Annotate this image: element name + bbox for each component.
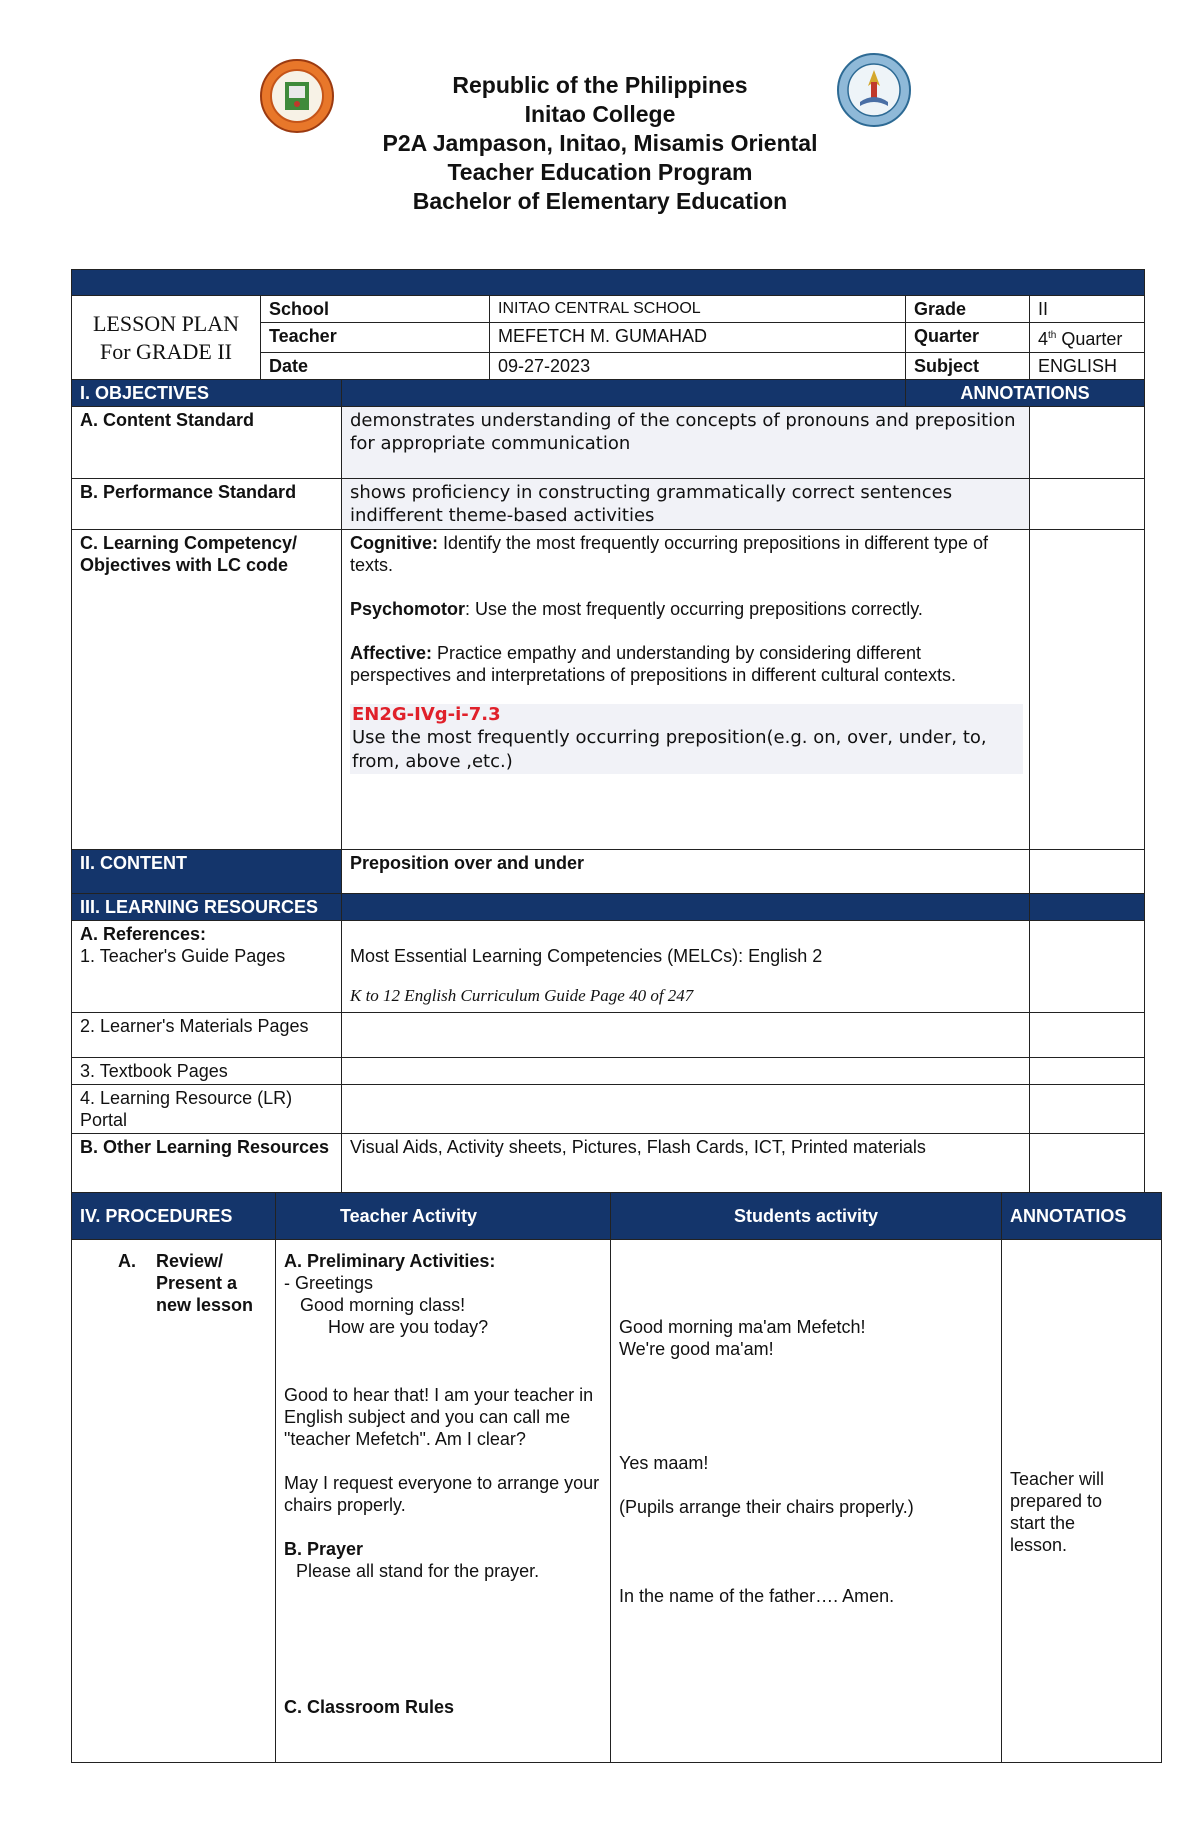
teacher-activity-cell	[276, 1240, 611, 1763]
objectives-heading-blank	[342, 380, 906, 407]
performance-standard-annotation	[1030, 479, 1145, 530]
learners-materials-value	[342, 1013, 1030, 1058]
students-activity-heading: Students activity	[611, 1193, 1002, 1240]
student-prayer: In the name of the father…. Amen.	[619, 1586, 895, 1606]
quarter-label: Quarter	[906, 323, 1030, 353]
content-heading: II. CONTENT	[72, 850, 342, 894]
content-standard-value: demonstrates understanding of the concepts of pronouns and preposition for appropriate communication	[342, 407, 1030, 479]
affective-text: Practice empathy and understanding by considering different perspectives and interpretations of prepositions in different cultural contexts.	[350, 643, 957, 685]
lc-code: EN2G-IVg-i-7.3	[352, 704, 501, 725]
lesson-plan-table	[71, 269, 1145, 1204]
lc-code-block	[350, 704, 1023, 774]
good-morning-class: Good morning class!	[300, 1295, 466, 1315]
student-arrange-chairs: (Pupils arrange their chairs properly.)	[619, 1497, 914, 1517]
cognitive-label: Cognitive:	[350, 533, 438, 553]
learning-competency-value	[342, 530, 1030, 850]
textbook-value	[342, 1058, 1030, 1085]
psychomotor-objective	[350, 598, 1021, 620]
header-college: Initao College	[524, 101, 676, 127]
school-value: INITAO CENTRAL SCHOOL	[490, 296, 906, 323]
quarter-number: 4	[1038, 329, 1049, 349]
learning-competency-label: C. Learning Competency/ Objectives with LC code	[72, 530, 342, 850]
quarter-value	[1030, 323, 1145, 353]
lr-portal-value	[342, 1085, 1030, 1134]
grade-label: Grade	[906, 296, 1030, 323]
psychomotor-label: Psychomotor	[350, 599, 466, 619]
good-to-hear: Good to hear that! I am your teacher in English subject and you can call me "teacher Mefetch". Am I clear?	[284, 1385, 594, 1449]
other-resources-value: Visual Aids, Activity sheets, Pictures, Flash Cards, ICT, Printed materials	[342, 1134, 1030, 1204]
top-navy-bar	[72, 270, 1145, 296]
content-value: Preposition over and under	[342, 850, 1030, 894]
textbook-label: 3. Textbook Pages	[72, 1058, 342, 1085]
lr-portal-annotation	[1030, 1085, 1145, 1134]
procedures-table	[71, 1192, 1162, 1763]
performance-standard-value: shows proficiency in constructing grammatically correct sentences indifferent theme-based activities	[342, 479, 1030, 530]
affective-label: Affective:	[350, 643, 433, 663]
psychomotor-text: : Use the most frequently occurring prepositions correctly.	[465, 599, 923, 619]
affective-objective	[350, 642, 1021, 686]
melc-reference: Most Essential Learning Competencies (MELCs): English 2	[350, 946, 823, 966]
students-activity-cell	[611, 1240, 1002, 1763]
teacher-activity-heading: Teacher Activity	[276, 1193, 611, 1240]
date-value: 09-27-2023	[490, 353, 906, 380]
teacher-label: Teacher	[261, 323, 490, 353]
lc-code-description: Use the most frequently occurring preposition(e.g. on, over, under, to, from, above ,etc.)	[352, 727, 987, 772]
subject-label: Subject	[906, 353, 1030, 380]
annotations-heading: ANNOTATIONS	[906, 380, 1145, 407]
annotation-text: Teacher will prepared to start the lesson.	[1010, 1469, 1105, 1555]
content-standard-label: A. Content Standard	[72, 407, 342, 479]
lr-portal-text: 4. Learning Resource (LR) Portal	[80, 1088, 293, 1130]
date-label: Date	[261, 353, 490, 380]
greetings: - Greetings	[284, 1273, 374, 1293]
content-annotation	[1030, 850, 1145, 894]
arrange-chairs-request: May I request everyone to arrange your chairs properly.	[284, 1473, 600, 1515]
header-address: P2A Jampason, Initao, Misamis Oriental	[382, 130, 818, 156]
classroom-rules-heading: C. Classroom Rules	[284, 1697, 455, 1717]
cognitive-objective	[350, 532, 1021, 576]
how-are-you: How are you today?	[328, 1317, 489, 1337]
quarter-suffix: th	[1048, 330, 1057, 341]
learning-competency-annotation	[1030, 530, 1145, 850]
resources-heading-annotation	[1030, 894, 1145, 921]
references-label: A. References:	[80, 924, 207, 944]
student-were-good: We're good ma'am!	[619, 1339, 774, 1359]
curriculum-guide-reference: K to 12 English Curriculum Guide Page 40 of 247	[350, 986, 694, 1005]
learners-materials-annotation	[1030, 1013, 1145, 1058]
header-degree: Bachelor of Elementary Education	[412, 188, 788, 214]
teachers-guide-label	[72, 921, 342, 1013]
lesson-plan-title-2: For GRADE II	[100, 338, 232, 364]
objectives-heading: I. OBJECTIVES	[72, 380, 342, 407]
step-a-title: Review/ Present a new lesson	[156, 1251, 254, 1315]
resources-heading-blank	[342, 894, 1030, 921]
student-yes-maam: Yes maam!	[619, 1453, 709, 1473]
resources-heading: III. LEARNING RESOURCES	[72, 894, 342, 921]
performance-standard-label: B. Performance Standard	[72, 479, 342, 530]
student-good-morning: Good morning ma'am Mefetch!	[619, 1317, 866, 1337]
lr-portal-label	[72, 1085, 342, 1134]
step-a-cell	[72, 1240, 276, 1763]
header-republic: Republic of the Philippines	[452, 72, 748, 98]
subject-value: ENGLISH	[1030, 353, 1145, 380]
prayer-heading: B. Prayer	[284, 1539, 364, 1559]
annotation-cell	[1002, 1240, 1162, 1763]
teachers-guide-pages: 1. Teacher's Guide Pages	[80, 946, 286, 966]
teachers-guide-value	[342, 921, 1030, 1013]
step-a	[80, 1250, 267, 1316]
preliminary-activities: A. Preliminary Activities:	[284, 1251, 496, 1271]
header-program: Teacher Education Program	[447, 159, 753, 185]
please-stand: Please all stand for the prayer.	[296, 1561, 540, 1581]
quarter-word: Quarter	[1056, 329, 1123, 349]
step-a-letter: A.	[118, 1251, 136, 1271]
textbook-annotation	[1030, 1058, 1145, 1085]
school-label: School	[261, 296, 490, 323]
content-standard-annotation	[1030, 407, 1145, 479]
lesson-plan-title	[72, 296, 261, 380]
grade-value: II	[1030, 296, 1145, 323]
learners-materials-label: 2. Learner's Materials Pages	[72, 1013, 342, 1058]
lesson-plan-title-1: LESSON PLAN	[92, 310, 240, 336]
cognitive-text: Identify the most frequently occurring prepositions in different type of texts.	[350, 533, 988, 575]
other-resources-label: B. Other Learning Resources	[72, 1134, 342, 1204]
annotatios-heading: ANNOTATIOS	[1002, 1193, 1162, 1240]
teachers-guide-annotation	[1030, 921, 1145, 1013]
procedures-heading: IV. PROCEDURES	[72, 1193, 276, 1240]
teacher-value: MEFETCH M. GUMAHAD	[490, 323, 906, 353]
